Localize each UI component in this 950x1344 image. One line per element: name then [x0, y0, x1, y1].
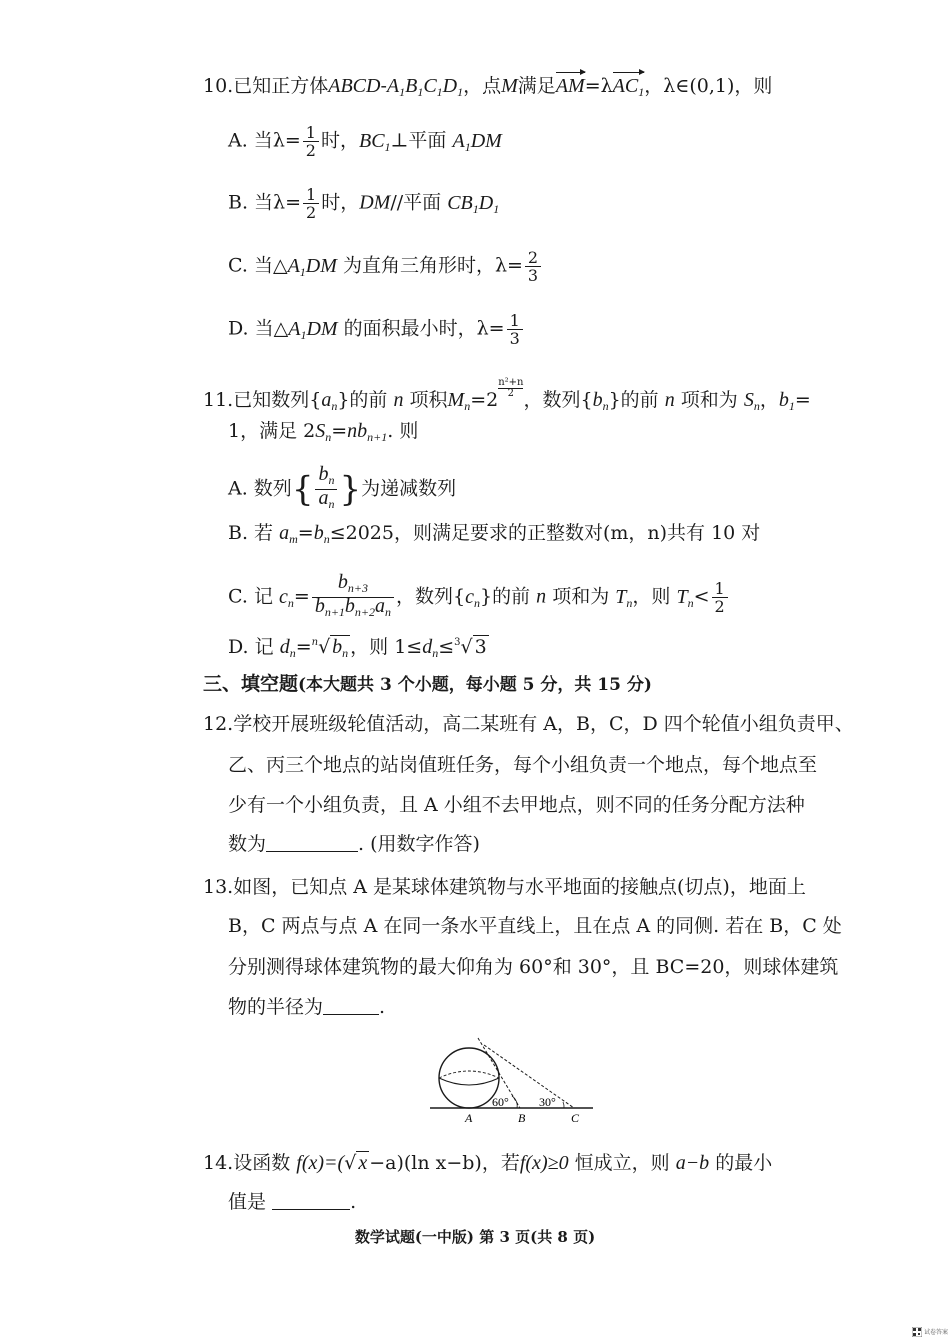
- q10-number: 10.: [203, 75, 234, 97]
- q10-option-c: [228, 249, 543, 284]
- q14-l1b: f(x)=(: [296, 1152, 345, 1174]
- watermark-text: 试卷答案: [924, 1329, 949, 1336]
- q10-option-a: [228, 124, 502, 159]
- q14-l1c: −a)(ln x−b)，若: [369, 1152, 520, 1174]
- q12-answer-blank[interactable]: [266, 835, 358, 852]
- q10-stem: 10.已知正方体ABCD-$A_1B_1C_1D_1$，点M满足AM=λAC$_1$，λ∈(0,1)，则: [203, 74, 772, 104]
- q11-exp-num: n²+n: [498, 377, 524, 388]
- q12-line2: [228, 753, 817, 777]
- fraction-one-third: [507, 312, 523, 347]
- q10-a-plane: $A_1DM$: [452, 129, 502, 154]
- angle-arc-c: [563, 1102, 564, 1108]
- q14-l2b: .: [350, 1191, 357, 1213]
- q12-line4: [228, 832, 480, 856]
- q10-b-plane: $CB_1D_1$: [447, 191, 500, 216]
- q14-l1g: 的最小: [715, 1152, 773, 1174]
- q10-c-text: 为直角三角形时，λ=: [342, 254, 523, 277]
- sphere: [439, 1048, 499, 1108]
- q11-d-radicand: $b_n$: [332, 636, 349, 660]
- q11-b1: $b_1$: [778, 389, 795, 413]
- q12-l4b: . (用数字作答): [358, 833, 480, 855]
- fraction-half: [303, 124, 319, 159]
- section-3-note: (本大题共 3 个小题，每小题 5 分，共 15 分): [298, 675, 652, 695]
- q11-c-den: $b_{n+1}b_{n+2}a_n$: [314, 595, 392, 619]
- q14-line1: [203, 1151, 772, 1175]
- section-3-title: 三、填空题: [203, 673, 299, 695]
- q10-c-num: 2: [525, 249, 541, 267]
- q11-d-end: ≤: [438, 636, 455, 658]
- q11-c-mid3: 项和为: [552, 585, 610, 608]
- q10-range: ，λ∈(0,1)，则: [644, 75, 773, 97]
- q12-l3: 少有一个小组负责，且 A 小组不去甲地点，则不同的任务分配方法种: [228, 794, 805, 816]
- q10-d-den: 3: [509, 329, 520, 348]
- q10-d-text: 的面积最小时，λ=: [343, 317, 505, 340]
- q11-d-label: D. 记: [228, 636, 274, 658]
- q13-l4a: 物的半径为: [228, 996, 324, 1018]
- q11-c-cn: $c_n$: [279, 585, 294, 610]
- q13-answer-blank[interactable]: [323, 998, 379, 1015]
- q10-a-rel: ⊥平面: [390, 129, 447, 152]
- q13-line2: [228, 914, 842, 938]
- q11-a-den: $a_n$: [318, 487, 335, 511]
- q10-a-den: 2: [305, 141, 316, 160]
- q14-number: 14.: [203, 1152, 234, 1174]
- q11-option-c: C. 记 $c_n=$ $\frac{b_{n+3}}{b_{n+1}b_{n+2}a_n}$ ，数列$\{c_n\}$的前 n 项和为 $T_n$，则 $T_n<$ $\frac{1}{2}$: [228, 574, 730, 621]
- q10-point: M: [501, 75, 518, 97]
- q10-c-label: C. 当△: [228, 254, 288, 277]
- angle-label-60: 60°: [492, 1095, 509, 1109]
- q11-c-mid4: ，则: [632, 585, 671, 608]
- q10-b-rel: //平面: [390, 191, 442, 214]
- q10-b-num: 1: [303, 186, 319, 204]
- vector-am: AM: [555, 75, 585, 97]
- q11-c-cn2: $c_n$: [465, 585, 481, 610]
- q10-a-lambda: λ=: [272, 129, 301, 152]
- q10-text-b: ，点: [463, 75, 502, 97]
- q10-a-then: 时，: [320, 129, 359, 152]
- q11-c-label: C. 记: [228, 585, 273, 608]
- q11-c-half-num: 1: [712, 580, 728, 598]
- q11-text-h: =: [794, 389, 811, 411]
- angle-arc-b: [512, 1096, 517, 1108]
- q10-d-label: D. 当△: [228, 317, 289, 340]
- q10-d-num: 1: [507, 312, 523, 330]
- q10-b-then: 时，: [321, 191, 360, 214]
- fraction-cn: [312, 571, 394, 621]
- q11-stem-line2: [228, 419, 418, 449]
- q12-number: 12.: [203, 713, 234, 735]
- q11-text-a: 已知数列{: [233, 389, 322, 411]
- section-3-header: [203, 672, 652, 697]
- q11-an: $a_n$: [321, 389, 338, 413]
- q11-c-mid2: }的前: [480, 585, 531, 608]
- qr-code-icon: [912, 1327, 922, 1337]
- q11-a-num: $b_n$: [315, 466, 337, 490]
- q11-text-b: }的前: [337, 389, 388, 411]
- q11-c-n: n: [536, 585, 547, 608]
- q11-d-dn: $d_n$: [279, 636, 296, 660]
- q11-text-c: 项积: [409, 389, 448, 411]
- q10-d-tri: $A_1DM$: [288, 317, 338, 342]
- q13-line4: [228, 995, 385, 1019]
- q11-text-d: ，数列{: [523, 389, 593, 411]
- q11-c-num: $b_{n+3}$: [312, 574, 394, 598]
- q13-l1: 如图，已知点 A 是某球体建筑物与水平地面的接触点(切点)，地面上: [233, 876, 806, 898]
- q11-d-root: 3: [474, 636, 487, 658]
- fraction-half: [303, 186, 319, 221]
- q11-exponent: [498, 378, 523, 399]
- q14-l2a: 值是: [228, 1191, 267, 1213]
- q11-sn: $S_n$: [743, 389, 760, 413]
- q11-n2: n: [664, 389, 675, 411]
- fraction-bn-an: [315, 463, 337, 513]
- fraction-half: [712, 580, 728, 615]
- q11-l2-nb: $nb_{n+1}$: [347, 420, 388, 444]
- q11-text-e: }的前: [608, 389, 659, 411]
- q11-text-f: 项和为: [680, 389, 738, 411]
- point-label-c: C: [571, 1111, 580, 1125]
- q11-a-text: 为递减数列: [361, 477, 457, 500]
- q14-answer-blank[interactable]: [272, 1193, 350, 1210]
- angle-label-30: 30°: [539, 1095, 556, 1109]
- q10-text-a: 已知正方体: [233, 75, 329, 97]
- q11-d-mid: ，则 1≤: [350, 636, 423, 658]
- q10-cube: ABCD: [328, 75, 381, 97]
- q10-option-d: [228, 312, 525, 347]
- fraction-two-thirds: [525, 249, 541, 284]
- q11-d-rootindex: n: [311, 637, 319, 648]
- sphere-equator-front: [439, 1078, 499, 1085]
- q11-d-index: 3: [454, 637, 461, 648]
- q11-stem: 11.已知数列$\{a_n\}$的前 n 项积$M_n=2$ $\frac{\text{n²+n}}{2}$ ，数列$\{b_n\}$的前 n 项和为 $S_n$，$b_1=$: [203, 377, 811, 413]
- brace-left: {: [291, 469, 314, 510]
- q11-b-label: B. 若: [228, 522, 274, 544]
- q11-l2-c: . 则: [387, 420, 419, 442]
- q11-c-lt: <: [693, 585, 710, 608]
- q10-c-den: 3: [527, 266, 539, 285]
- q13-l4b: .: [379, 996, 386, 1018]
- q11-bn: $b_n$: [592, 389, 609, 413]
- q12-l1: 学校开展班级轮值活动，高二某班有 A，B，C，D 四个轮值小组负责甲、: [233, 713, 854, 735]
- q11-l2-b: =: [331, 420, 348, 442]
- q11-number: 11.: [203, 389, 234, 411]
- sqrt-x: √ x: [344, 1152, 368, 1174]
- q10-b-label: B. 当: [228, 191, 274, 214]
- q11-a-label: A. 数列: [228, 477, 292, 500]
- q11-c-mid: ，数列{: [396, 585, 466, 608]
- q10-b-den: 2: [306, 203, 317, 222]
- q11-l2-a: 1，满足 2: [228, 420, 316, 442]
- sphere-equator-back: [439, 1071, 499, 1078]
- q10-option-b: [228, 186, 499, 221]
- q11-b-text: ≤2025，则满足要求的正整数对(m，n)共有 10 对: [329, 522, 761, 544]
- point-label-a: A: [465, 1111, 473, 1125]
- q13-number: 13.: [203, 876, 234, 898]
- q10-b-lambda: λ=: [273, 191, 302, 214]
- q11-l2-sn: $S_n$: [315, 420, 332, 444]
- q12-l4a: 数为: [228, 833, 267, 855]
- sphere-figure: [428, 1036, 598, 1128]
- q10-text-c: 满足: [517, 75, 556, 97]
- q13-l3: 分别测得球体建筑物的最大仰角为 60°和 30°，且 BC=20，则球体建筑: [228, 956, 839, 978]
- q14-l1f: a−b: [675, 1152, 710, 1174]
- q11-text-g: ，: [759, 389, 779, 411]
- vector-ac1: $AC_1$: [613, 74, 645, 104]
- q14-l1e: 恒成立，则: [574, 1152, 670, 1174]
- page-footer: 数学试题(一中版) 第 3 页(共 8 页): [354, 1228, 596, 1246]
- q14-line2: [228, 1190, 356, 1214]
- q11-option-d: D. 记 $d_n=^n√$ $b_n$ ，则 $1\le d_n\le^3√$ 3: [228, 636, 487, 660]
- q11-option-b: B. 若 $a_m=b_n\le 2025$，则满足要求的正整数对(m，n)共有 10 对: [228, 522, 761, 546]
- q12-l2: 乙、丙三个地点的站岗值班任务，每个小组负责一个地点，每个地点至: [228, 754, 818, 776]
- q14-l1a: 设函数: [233, 1152, 291, 1174]
- q11-n: n: [393, 389, 404, 411]
- q10-c-tri: $A_1DM$: [287, 254, 337, 279]
- q11-exp-den: 2: [507, 388, 515, 399]
- q10-a-line: $BC_1$: [358, 129, 391, 154]
- q10-cube-top: $A_1B_1C_1D_1$: [386, 75, 464, 99]
- q11-b-bn: $b_n$: [313, 522, 330, 546]
- q11-d-dn2: $d_n$: [422, 636, 439, 660]
- q11-c-half-den: 2: [714, 597, 725, 616]
- q13-line1: [203, 875, 806, 899]
- q10-a-num: 1: [303, 124, 319, 142]
- q14-l1d: f(x)≥0: [519, 1152, 569, 1174]
- q11-mn: $M_n$: [447, 389, 471, 413]
- point-label-b: B: [518, 1111, 526, 1125]
- q13-l2: B，C 两点与点 A 在同一条水平直线上，且在点 A 的同侧. 若在 B，C 处: [228, 915, 842, 937]
- q12-line3: [228, 793, 805, 817]
- q10-a-label: A. 当: [228, 129, 273, 152]
- q11-b-am: $a_m$: [279, 522, 298, 546]
- q11-c-tn: $T_n$: [615, 585, 633, 610]
- q13-line3: [228, 955, 838, 979]
- q12-line1: [203, 712, 854, 736]
- q11-c-tn2: $T_n$: [676, 585, 694, 610]
- q10-cond: =λ: [584, 75, 613, 97]
- q11-option-a: [228, 463, 457, 513]
- brace-right: }: [339, 469, 362, 510]
- q10-b-line: DM: [359, 191, 391, 214]
